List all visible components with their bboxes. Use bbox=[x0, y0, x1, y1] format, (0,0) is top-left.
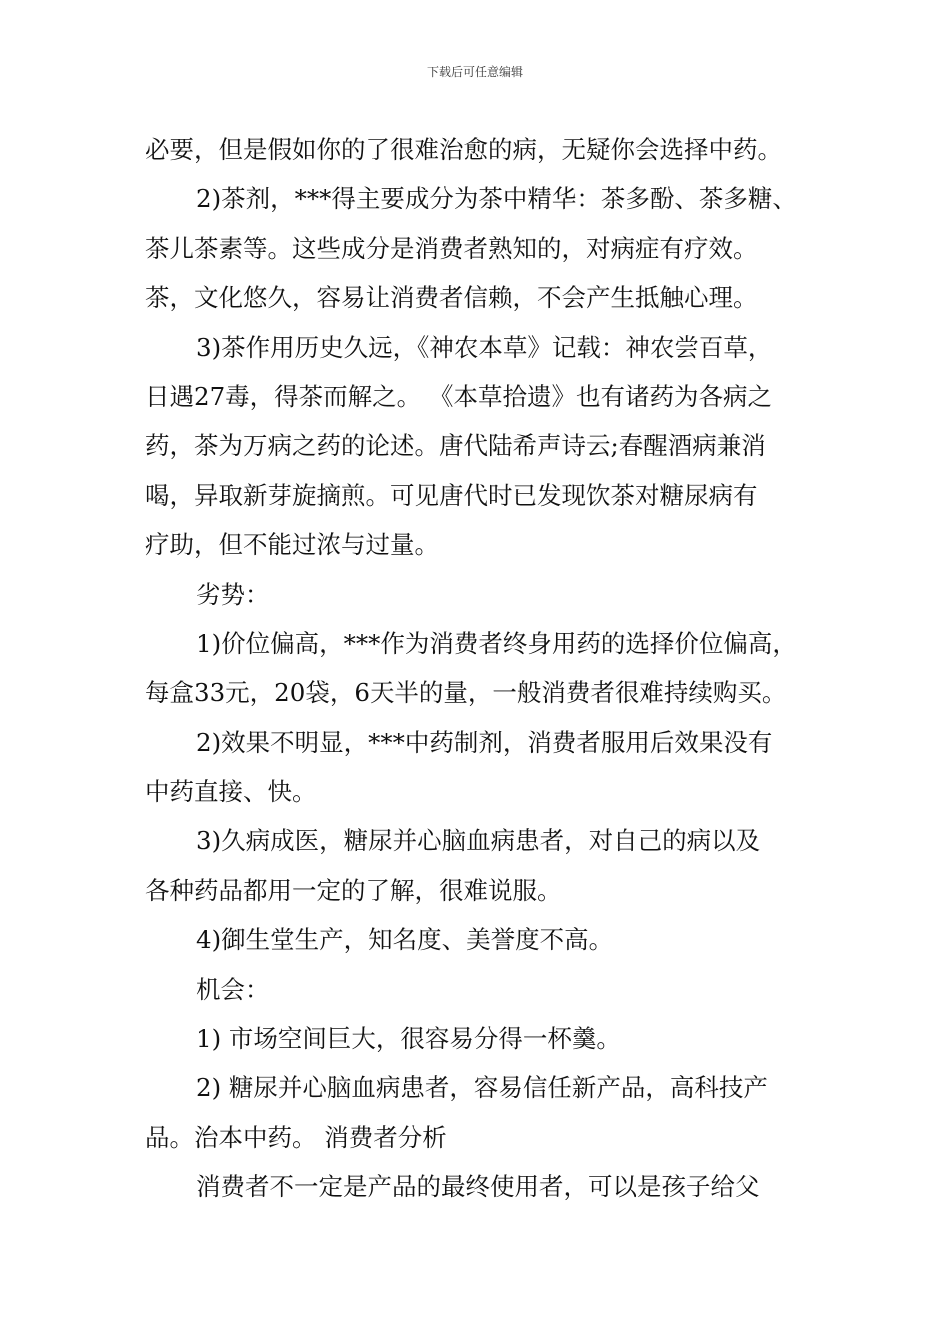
text-line: 品。治本中药。 消费者分析 bbox=[145, 1122, 447, 1152]
text-line: 中药直接、快。 bbox=[145, 777, 317, 807]
text-line: 药，茶为万病之药的论述。唐代陆希声诗云;春醒酒病兼消 bbox=[145, 431, 766, 461]
text-line: 3)茶作用历史久远，《神农本草》记载：神农尝百草， bbox=[196, 332, 773, 362]
text-line: 各种药品都用一定的了解，很难说服。 bbox=[145, 875, 562, 905]
text-line: 日遇27毒，得茶而解之。 《本草拾遗》也有诸药为各病之 bbox=[145, 381, 772, 411]
text-line: 茶儿茶素等。这些成分是消费者熟知的，对病症有疗效。 bbox=[145, 233, 758, 263]
text-line: 喝，异取新芽旋摘煎。可见唐代时已发现饮茶对糖尿病有 bbox=[145, 480, 758, 510]
text-line: 4)御生堂生产，知名度、美誉度不高。 bbox=[196, 925, 614, 955]
text-line: 消费者不一定是产品的最终使用者，可以是孩子给父 bbox=[196, 1172, 760, 1202]
text-line: 每盒33元，20袋，6天半的量，一般消费者很难持续购买。 bbox=[145, 678, 787, 708]
document-body bbox=[145, 125, 817, 1212]
page-header: 下载后可任意编辑 bbox=[426, 65, 523, 79]
text-line: 2) 糖尿并心脑血病患者，容易信任新产品，高科技产 bbox=[196, 1073, 768, 1103]
text-line: 1)价位偏高，***作为消费者终身用药的选择价位偏高， bbox=[196, 628, 797, 658]
section-heading-opportunities: 机会： bbox=[196, 974, 270, 1004]
text-line: 茶，文化悠久，容易让消费者信赖，不会产生抵触心理。 bbox=[145, 283, 758, 313]
text-line: 1) 市场空间巨大，很容易分得一杯羹。 bbox=[196, 1024, 621, 1054]
text-line: 疗助，但不能过浓与过量。 bbox=[145, 530, 439, 560]
text-line: 2)效果不明显，***中药制剂，消费者服用后效果没有 bbox=[196, 727, 773, 757]
section-heading-weaknesses: 劣势： bbox=[196, 579, 270, 609]
text-line: 必要，但是假如你的了很难治愈的病，无疑你会选择中药。 bbox=[145, 135, 782, 164]
text-line: 3)久病成医，糖尿并心脑血病患者，对自己的病以及 bbox=[196, 826, 761, 856]
text-line: 2)茶剂，***得主要成分为茶中精华：茶多酚、茶多糖、 bbox=[196, 184, 797, 214]
